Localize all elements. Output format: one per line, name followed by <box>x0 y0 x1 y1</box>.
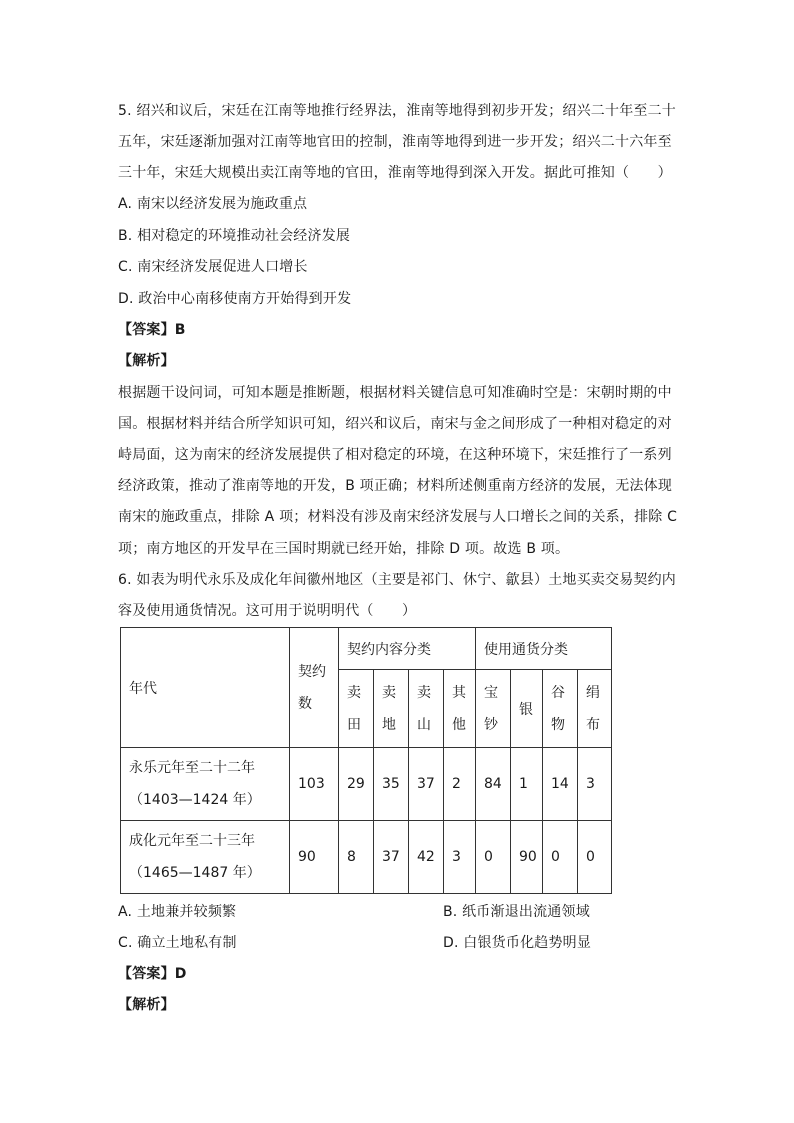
subheader-other: 其 他 <box>444 670 476 748</box>
table-row <box>121 748 612 821</box>
cell: 3 <box>578 748 612 821</box>
cell: 103 <box>290 748 339 821</box>
cell: 35 <box>374 748 409 821</box>
q5-analysis-line-5: 南宋的施政重点，排除 A 项；材料没有涉及南宋经济发展与人口增长之间的关系，排除 C <box>118 509 678 525</box>
cell: 1 <box>511 748 543 821</box>
subheader-grain: 谷 物 <box>543 670 578 748</box>
header-contract-content: 契约内容分类 <box>339 628 476 670</box>
subheader-sell-land: 卖 地 <box>374 670 409 748</box>
cell: 2 <box>444 748 476 821</box>
q5-stem-line-3: 三十年，宋廷大规模出卖江南等地的官田，淮南等地得到深入开发。据此可推知（ ） <box>118 165 672 181</box>
cell: 84 <box>476 748 511 821</box>
q5-stem-line-2: 五年，宋廷逐渐加强对江南等地官田的控制，淮南等地得到进一步开发；绍兴二十六年至 <box>118 134 672 150</box>
land-contract-table <box>120 627 612 894</box>
cell: 3 <box>444 821 476 894</box>
q5-analysis-line-2: 国。根据材料并结合所学知识可知，绍兴和议后，南宋与金之间形成了一种相对稳定的对 <box>118 416 672 432</box>
header-contract-count: 契约 数 <box>290 628 339 748</box>
cell: 90 <box>511 821 543 894</box>
subheader-silver: 银 <box>511 670 543 748</box>
cell: 0 <box>476 821 511 894</box>
q6-analysis-title: 【解析】 <box>118 997 175 1013</box>
q5-answer: 【答案】B <box>118 322 186 338</box>
cell: 0 <box>543 821 578 894</box>
cell: 0 <box>578 821 612 894</box>
cell: 37 <box>409 748 444 821</box>
table-row <box>121 821 612 894</box>
q6-stem-line-2: 容及使用通货情况。这可用于说明明代（ ） <box>118 603 417 619</box>
header-year: 年代 <box>121 628 290 748</box>
cell: 29 <box>339 748 374 821</box>
q5-analysis-line-1: 根据题干设问词，可知本题是推断题，根据材料关键信息可知准确时空是：宋朝时期的中 <box>118 385 672 401</box>
row-era: 永乐元年至二十二年 （1403—1424 年） <box>121 748 290 821</box>
subheader-paper-money: 宝 钞 <box>476 670 511 748</box>
q6-option-d: D. 白银货币化趋势明显 <box>443 935 592 951</box>
q6-stem-line-1: 6. 如表为明代永乐及成化年间徽州地区（主要是祁门、休宁、歙县）土地买卖交易契约内 <box>118 572 677 588</box>
cell: 42 <box>409 821 444 894</box>
q6-option-b: B. 纸币渐退出流通领域 <box>443 904 590 920</box>
row-era: 成化元年至二十三年 （1465—1487 年） <box>121 821 290 894</box>
header-currency: 使用通货分类 <box>476 628 612 670</box>
q5-analysis-title: 【解析】 <box>118 353 175 369</box>
subheader-silk-cloth: 绢 布 <box>578 670 612 748</box>
q5-analysis-line-3: 峙局面，这为南宋的经济发展提供了相对稳定的环境，在这种环境下，宋廷推行了一系列 <box>118 447 672 463</box>
subheader-sell-field: 卖 田 <box>339 670 374 748</box>
q5-option-a: A. 南宋以经济发展为施政重点 <box>118 196 308 212</box>
q5-option-c: C. 南宋经济发展促进人口增长 <box>118 259 308 275</box>
q5-option-b: B. 相对稳定的环境推动社会经济发展 <box>118 228 351 244</box>
q5-analysis-line-4: 经济政策，推动了淮南等地的开发，B 项正确；材料所述侧重南方经济的发展，无法体现 <box>118 478 673 494</box>
q5-option-d: D. 政治中心南移使南方开始得到开发 <box>118 291 352 307</box>
q6-option-a: A. 土地兼并较频繁 <box>118 904 237 920</box>
cell: 14 <box>543 748 578 821</box>
q6-option-c: C. 确立土地私有制 <box>118 935 237 951</box>
cell: 37 <box>374 821 409 894</box>
cell: 90 <box>290 821 339 894</box>
q6-answer: 【答案】D <box>118 966 187 982</box>
q5-analysis-line-6: 项；南方地区的开发早在三国时期就已经开始，排除 D 项。故选 B 项。 <box>118 541 570 557</box>
cell: 8 <box>339 821 374 894</box>
q5-stem-line-1: 5. 绍兴和议后，宋廷在江南等地推行经界法，淮南等地得到初步开发；绍兴二十年至二十 <box>118 103 677 119</box>
subheader-sell-mountain: 卖 山 <box>409 670 444 748</box>
